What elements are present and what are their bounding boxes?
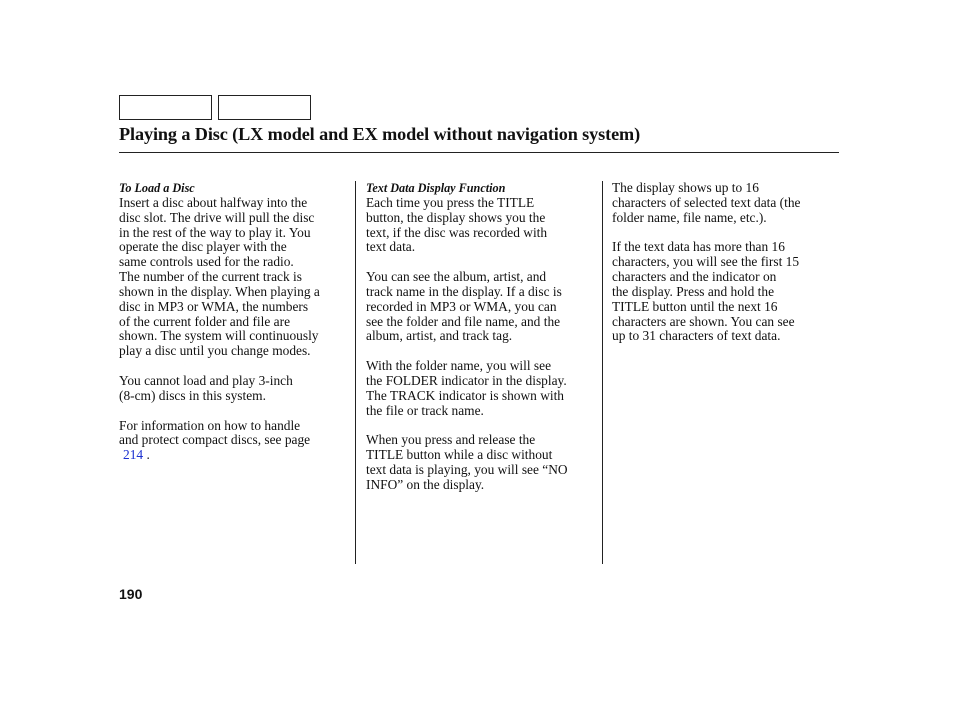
text-line: You cannot load and play 3-inch <box>119 372 293 388</box>
text-line: If the text data has more than 16 <box>612 239 785 255</box>
text-line: the FOLDER indicator in the display. <box>366 372 567 388</box>
text-line: and protect compact discs, see page <box>119 432 311 448</box>
text-line: see the folder and file name, and the <box>366 313 561 329</box>
section-heading-text-data: Text Data Display Function <box>366 181 506 195</box>
text-line: text data is playing, you will see “NO <box>366 462 568 478</box>
text-line: recorded in MP3 or WMA, you can <box>366 298 557 314</box>
text-line: characters are shown. You can see <box>612 313 795 329</box>
text-line: characters and the indicator on <box>612 269 777 285</box>
text-line: text data. <box>366 239 416 255</box>
section-heading-load-disc: To Load a Disc <box>119 181 195 195</box>
paragraph-gap <box>119 404 347 419</box>
page-number: 190 <box>119 586 143 602</box>
text-line: the display. Press and hold the <box>612 283 775 299</box>
text-line: The number of the current track is <box>119 269 302 285</box>
text-line: When you press and release the <box>366 432 536 448</box>
text-line: track name in the display. If a disc is <box>366 283 562 299</box>
text-line: disc in MP3 or WMA, the numbers <box>119 298 309 314</box>
text-line: TITLE button while a disc without <box>366 447 553 463</box>
text-line: up to 31 characters of text data. <box>612 328 781 344</box>
text-line: The TRACK indicator is shown with <box>366 387 564 403</box>
page-reference-line <box>119 448 347 463</box>
text-line: Each time you press the TITLE <box>366 194 535 210</box>
text-line: The display shows up to 16 <box>612 180 759 195</box>
text-line: INFO” on the display. <box>366 476 485 492</box>
column-text-data-display <box>366 181 596 493</box>
column-divider-1 <box>355 181 356 564</box>
text-line: album, artist, and track tag. <box>366 328 513 344</box>
text-line: shown. The system will continuously <box>119 328 319 344</box>
nav-tab-box-1[interactable] <box>119 95 212 120</box>
column-divider-2 <box>602 181 603 564</box>
text-line: the file or track name. <box>366 402 484 418</box>
paragraph-gap <box>366 255 596 270</box>
text-line: operate the disc player with the <box>119 239 287 255</box>
text-line: TITLE button until the next 16 <box>612 298 778 314</box>
text-line: folder name, file name, etc.). <box>612 209 767 225</box>
text-line: play a disc until you change modes. <box>119 343 311 359</box>
text-line: (8-cm) discs in this system. <box>119 387 266 403</box>
paragraph-gap <box>612 226 838 241</box>
text-line: text, if the disc was recorded with <box>366 224 548 240</box>
title-divider <box>119 152 839 153</box>
text-line: shown in the display. When playing a <box>119 283 320 299</box>
paragraph-gap <box>366 344 596 359</box>
text-line: characters of selected text data (the <box>612 194 801 210</box>
text-line: button, the display shows you the <box>366 209 546 225</box>
text-line: You can see the album, artist, and <box>366 269 547 285</box>
column-load-disc <box>119 181 347 463</box>
nav-tab-box-2[interactable] <box>218 95 311 120</box>
text-line: For information on how to handle <box>119 417 301 433</box>
text-line: characters, you will see the first 15 <box>612 254 800 270</box>
text-line: of the current folder and file are <box>119 313 291 329</box>
text-line: Insert a disc about halfway into the <box>119 194 308 210</box>
text-line: With the folder name, you will see <box>366 358 552 374</box>
text-line: disc slot. The drive will pull the disc <box>119 209 315 225</box>
paragraph-gap <box>366 419 596 434</box>
page-214-link[interactable]: 214 <box>123 447 144 463</box>
paragraph-gap <box>119 359 347 374</box>
reference-period: . <box>146 447 150 463</box>
text-line: in the rest of the way to play it. You <box>119 224 311 240</box>
page-title: Playing a Disc (LX model and EX model without navigation system) <box>119 124 641 144</box>
text-line: same controls used for the radio. <box>119 254 294 270</box>
column-display-characters <box>612 181 838 344</box>
